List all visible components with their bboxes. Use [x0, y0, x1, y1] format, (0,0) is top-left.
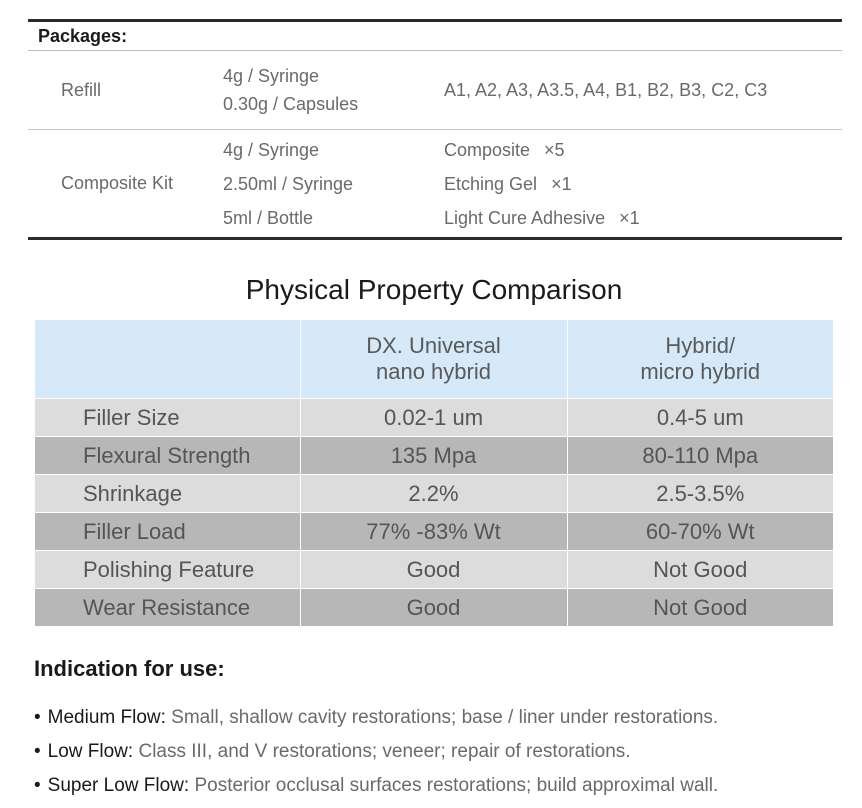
header-line: micro hybrid [640, 359, 761, 384]
hybrid-value-cell: 80-110 Mpa [567, 437, 833, 475]
kit-item [444, 167, 842, 201]
dx-value-cell: 0.02-1 um [300, 399, 567, 437]
header-line: nano hybrid [376, 359, 491, 384]
table-row [35, 437, 833, 475]
kit-item-qty: ×5 [544, 139, 565, 160]
indication-term: Medium Flow: [47, 707, 166, 728]
property-cell: Filler Load [35, 513, 300, 551]
package-contents [444, 73, 842, 107]
kit-item-name: Composite [444, 139, 531, 160]
package-name: Refill [61, 79, 102, 100]
table-row [35, 475, 833, 513]
indication-desc: Posterior occlusal surfaces restorations; build approximal wall. [189, 775, 719, 796]
header-line: Hybrid/ [665, 333, 736, 358]
package-spec: 2.50ml / Syringe [223, 173, 354, 194]
hybrid-value-cell: Not Good [567, 551, 833, 589]
hybrid-value-cell: 60-70% Wt [567, 513, 833, 551]
dx-value-cell: 135 Mpa [300, 437, 567, 475]
kit-item-qty: ×1 [619, 207, 640, 228]
comparison-table [35, 320, 833, 626]
hybrid-value-cell: 0.4-5 um [567, 399, 833, 437]
hybrid-value-cell: 2.5-3.5% [567, 475, 833, 513]
property-cell: Filler Size [35, 399, 300, 437]
header-cell-dx [300, 320, 567, 399]
packages-table [28, 19, 842, 240]
kit-item [444, 133, 842, 167]
property-cell: Polishing Feature [35, 551, 300, 589]
table-row [35, 589, 833, 627]
indication-title: Indication for use: [34, 656, 225, 681]
dx-value-cell: 2.2% [300, 475, 567, 513]
header-line: DX. Universal [366, 333, 501, 358]
package-shades: A1, A2, A3, A3.5, A4, B1, B2, B3, C2, C3 [444, 80, 768, 100]
indication-list [34, 701, 718, 803]
package-row-composite-kit [28, 130, 842, 237]
table-row [35, 551, 833, 589]
kit-item-qty: ×1 [551, 173, 572, 194]
list-item [34, 769, 718, 803]
package-spec: 4g / Syringe [223, 66, 320, 86]
header-cell-empty [35, 320, 300, 399]
property-cell: Wear Resistance [35, 589, 300, 627]
package-row-refill [28, 51, 842, 130]
kit-item [444, 201, 842, 235]
property-cell: Flexural Strength [35, 437, 300, 475]
table-row [35, 513, 833, 551]
header-cell-hybrid [567, 320, 833, 399]
indication-desc: Small, shallow cavity restorations; base / liner under restorations. [165, 707, 719, 728]
comparison-title: Physical Property Comparison [245, 274, 623, 305]
bullet-icon: • [34, 707, 41, 728]
package-specs [223, 133, 444, 235]
bullet-icon: • [34, 741, 41, 762]
packages-title: Packages: [28, 22, 842, 51]
package-name: Composite Kit [61, 173, 174, 193]
indication-term: Super Low Flow: [47, 775, 190, 796]
hybrid-value-cell: Not Good [567, 589, 833, 627]
indication-term: Low Flow: [47, 741, 134, 762]
property-cell: Shrinkage [35, 475, 300, 513]
package-specs [223, 62, 444, 118]
indication-desc: Class III, and V restorations; veneer; repair of restorations. [133, 741, 631, 762]
dx-value-cell: Good [300, 589, 567, 627]
kit-item-name: Light Cure Adhesive [444, 207, 606, 228]
list-item [34, 735, 718, 769]
dx-value-cell: Good [300, 551, 567, 589]
dx-value-cell: 77% -83% Wt [300, 513, 567, 551]
bullet-icon: • [34, 775, 41, 796]
comparison-header-row [35, 320, 833, 399]
kit-item-name: Etching Gel [444, 173, 538, 194]
table-row [35, 399, 833, 437]
package-spec: 5ml / Bottle [223, 207, 314, 228]
list-item [34, 701, 718, 735]
package-spec: 0.30g / Capsules [223, 94, 359, 114]
package-spec: 4g / Syringe [223, 139, 320, 160]
package-contents [444, 133, 842, 235]
